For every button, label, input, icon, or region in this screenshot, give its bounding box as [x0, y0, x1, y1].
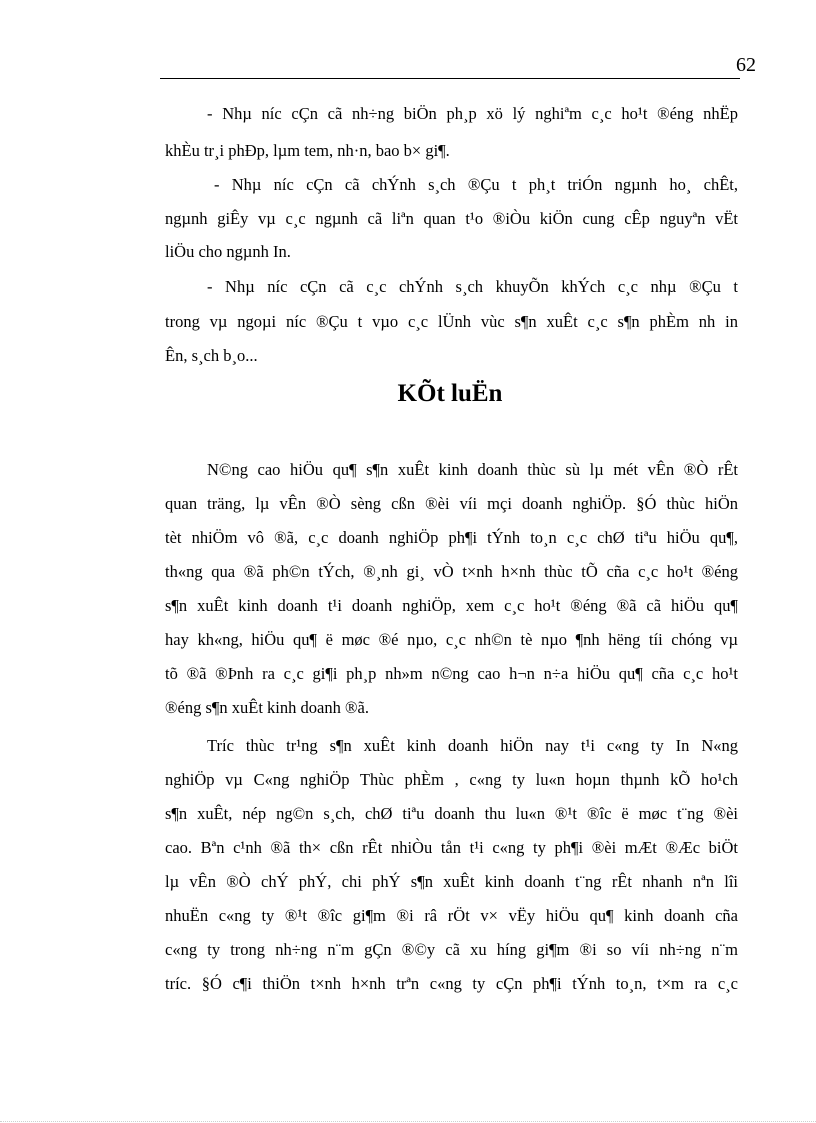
body-line: nghiÖp vµ C«ng nghiÖp Thùc phÈm , c«ng ty lu«n hoµn thµnh kÕ ho¹ch	[165, 770, 738, 789]
body-line: liÖu cho ngµnh In.	[165, 242, 291, 261]
page-bottom-edge	[0, 1121, 816, 1122]
body-line: N©ng cao hiÖu qu¶ s¶n xuÊt kinh doanh thùc sù lµ mét vÊn ®Ò rÊt	[207, 460, 738, 479]
body-line: tõ ®ã ®Þnh ra c¸c gi¶i ph¸p nh»m n©ng cao h¬n n÷a hiÖu qu¶ cña c¸c ho¹t	[165, 664, 738, 683]
body-line: ®éng s¶n xuÊt kinh doanh ®ã.	[165, 698, 369, 717]
header-rule	[160, 78, 740, 79]
body-line: - Nhµ níc cÇn cã c¸c chÝnh s¸ch khuyÕn khÝch c¸c nhµ ®Çu t	[207, 277, 738, 296]
section-heading: KÕt luËn	[397, 380, 503, 407]
body-line: khÈu tr¸i phÐp, lµm tem, nh·n, bao b× gi¶.	[165, 141, 450, 160]
body-line: tríc. §Ó c¶i thiÖn t×nh h×nh trªn c«ng ty cÇn ph¶i tÝnh to¸n, t×m ra c¸c	[165, 974, 738, 993]
body-line: ngµnh giÊy vµ c¸c ngµnh cã liªn quan t¹o ®iÒu kiÖn cung cÊp nguyªn vËt	[165, 209, 738, 228]
body-line: nhuËn c«ng ty ®¹t ®îc gi¶m ®i râ rÖt v× vËy hiÖu qu¶ kinh doanh cña	[165, 906, 738, 925]
body-line: c«ng ty trong nh÷ng n¨m gÇn ®©y cã xu híng gi¶m ®i so víi nh÷ng n¨m	[165, 940, 738, 959]
body-line: trong vµ ngoµi níc ®Çu t vµo c¸c lÜnh vùc s¶n xuÊt c¸c s¶n phÈm nh in	[165, 312, 738, 331]
body-line: s¶n xuÊt, nép ng©n s¸ch, chØ tiªu doanh thu lu«n ®¹t ®îc ë møc t¨ng ®èi	[165, 804, 738, 823]
body-line: Ên, s¸ch b¸o...	[165, 346, 258, 365]
body-line: quan träng, lµ vÊn ®Ò sèng cßn ®èi víi mçi doanh nghiÖp. §Ó thùc hiÖn	[165, 494, 738, 513]
body-line: - Nhµ níc cÇn cã chÝnh s¸ch ®Çu t ph¸t triÓn ngµnh ho¸ chÊt,	[214, 175, 738, 194]
body-line: - Nhµ níc cÇn cã nh÷ng biÖn ph¸p xö lý nghiªm c¸c ho¹t ®éng nhËp	[207, 104, 738, 123]
body-line: tèt nhiÖm vô ®ã, c¸c doanh nghiÖp ph¶i tÝnh to¸n c¸c chØ tiªu hiÖu qu¶,	[165, 528, 738, 547]
body-line: cao. Bªn c¹nh ®ã th× cßn rÊt nhiÒu tån t¹i c«ng ty ph¶i ®èi mÆt ®Æc biÖt	[165, 838, 738, 857]
body-line: th«ng qua ®ã ph©n tÝch, ®¸nh gi¸ vÒ t×nh h×nh thùc tÕ cña c¸c ho¹t ®éng	[165, 562, 738, 581]
page-number: 62	[736, 54, 756, 76]
body-line: lµ vÊn ®Ò chÝ phÝ, chi phÝ s¶n xuÊt kinh doanh t¨ng rÊt nhanh nªn lîi	[165, 872, 738, 891]
body-line: Tríc thùc tr¹ng s¶n xuÊt kinh doanh hiÖn nay t¹i c«ng ty In N«ng	[207, 736, 738, 755]
body-line: s¶n xuÊt kinh doanh t¹i doanh nghiÖp, xem c¸c ho¹t ®éng ®ã cã hiÖu qu¶	[165, 596, 738, 615]
body-line: hay kh«ng, hiÖu qu¶ ë møc ®é nµo, c¸c nh©n tè nµo ¶nh hëng tíi chóng vµ	[165, 630, 738, 649]
